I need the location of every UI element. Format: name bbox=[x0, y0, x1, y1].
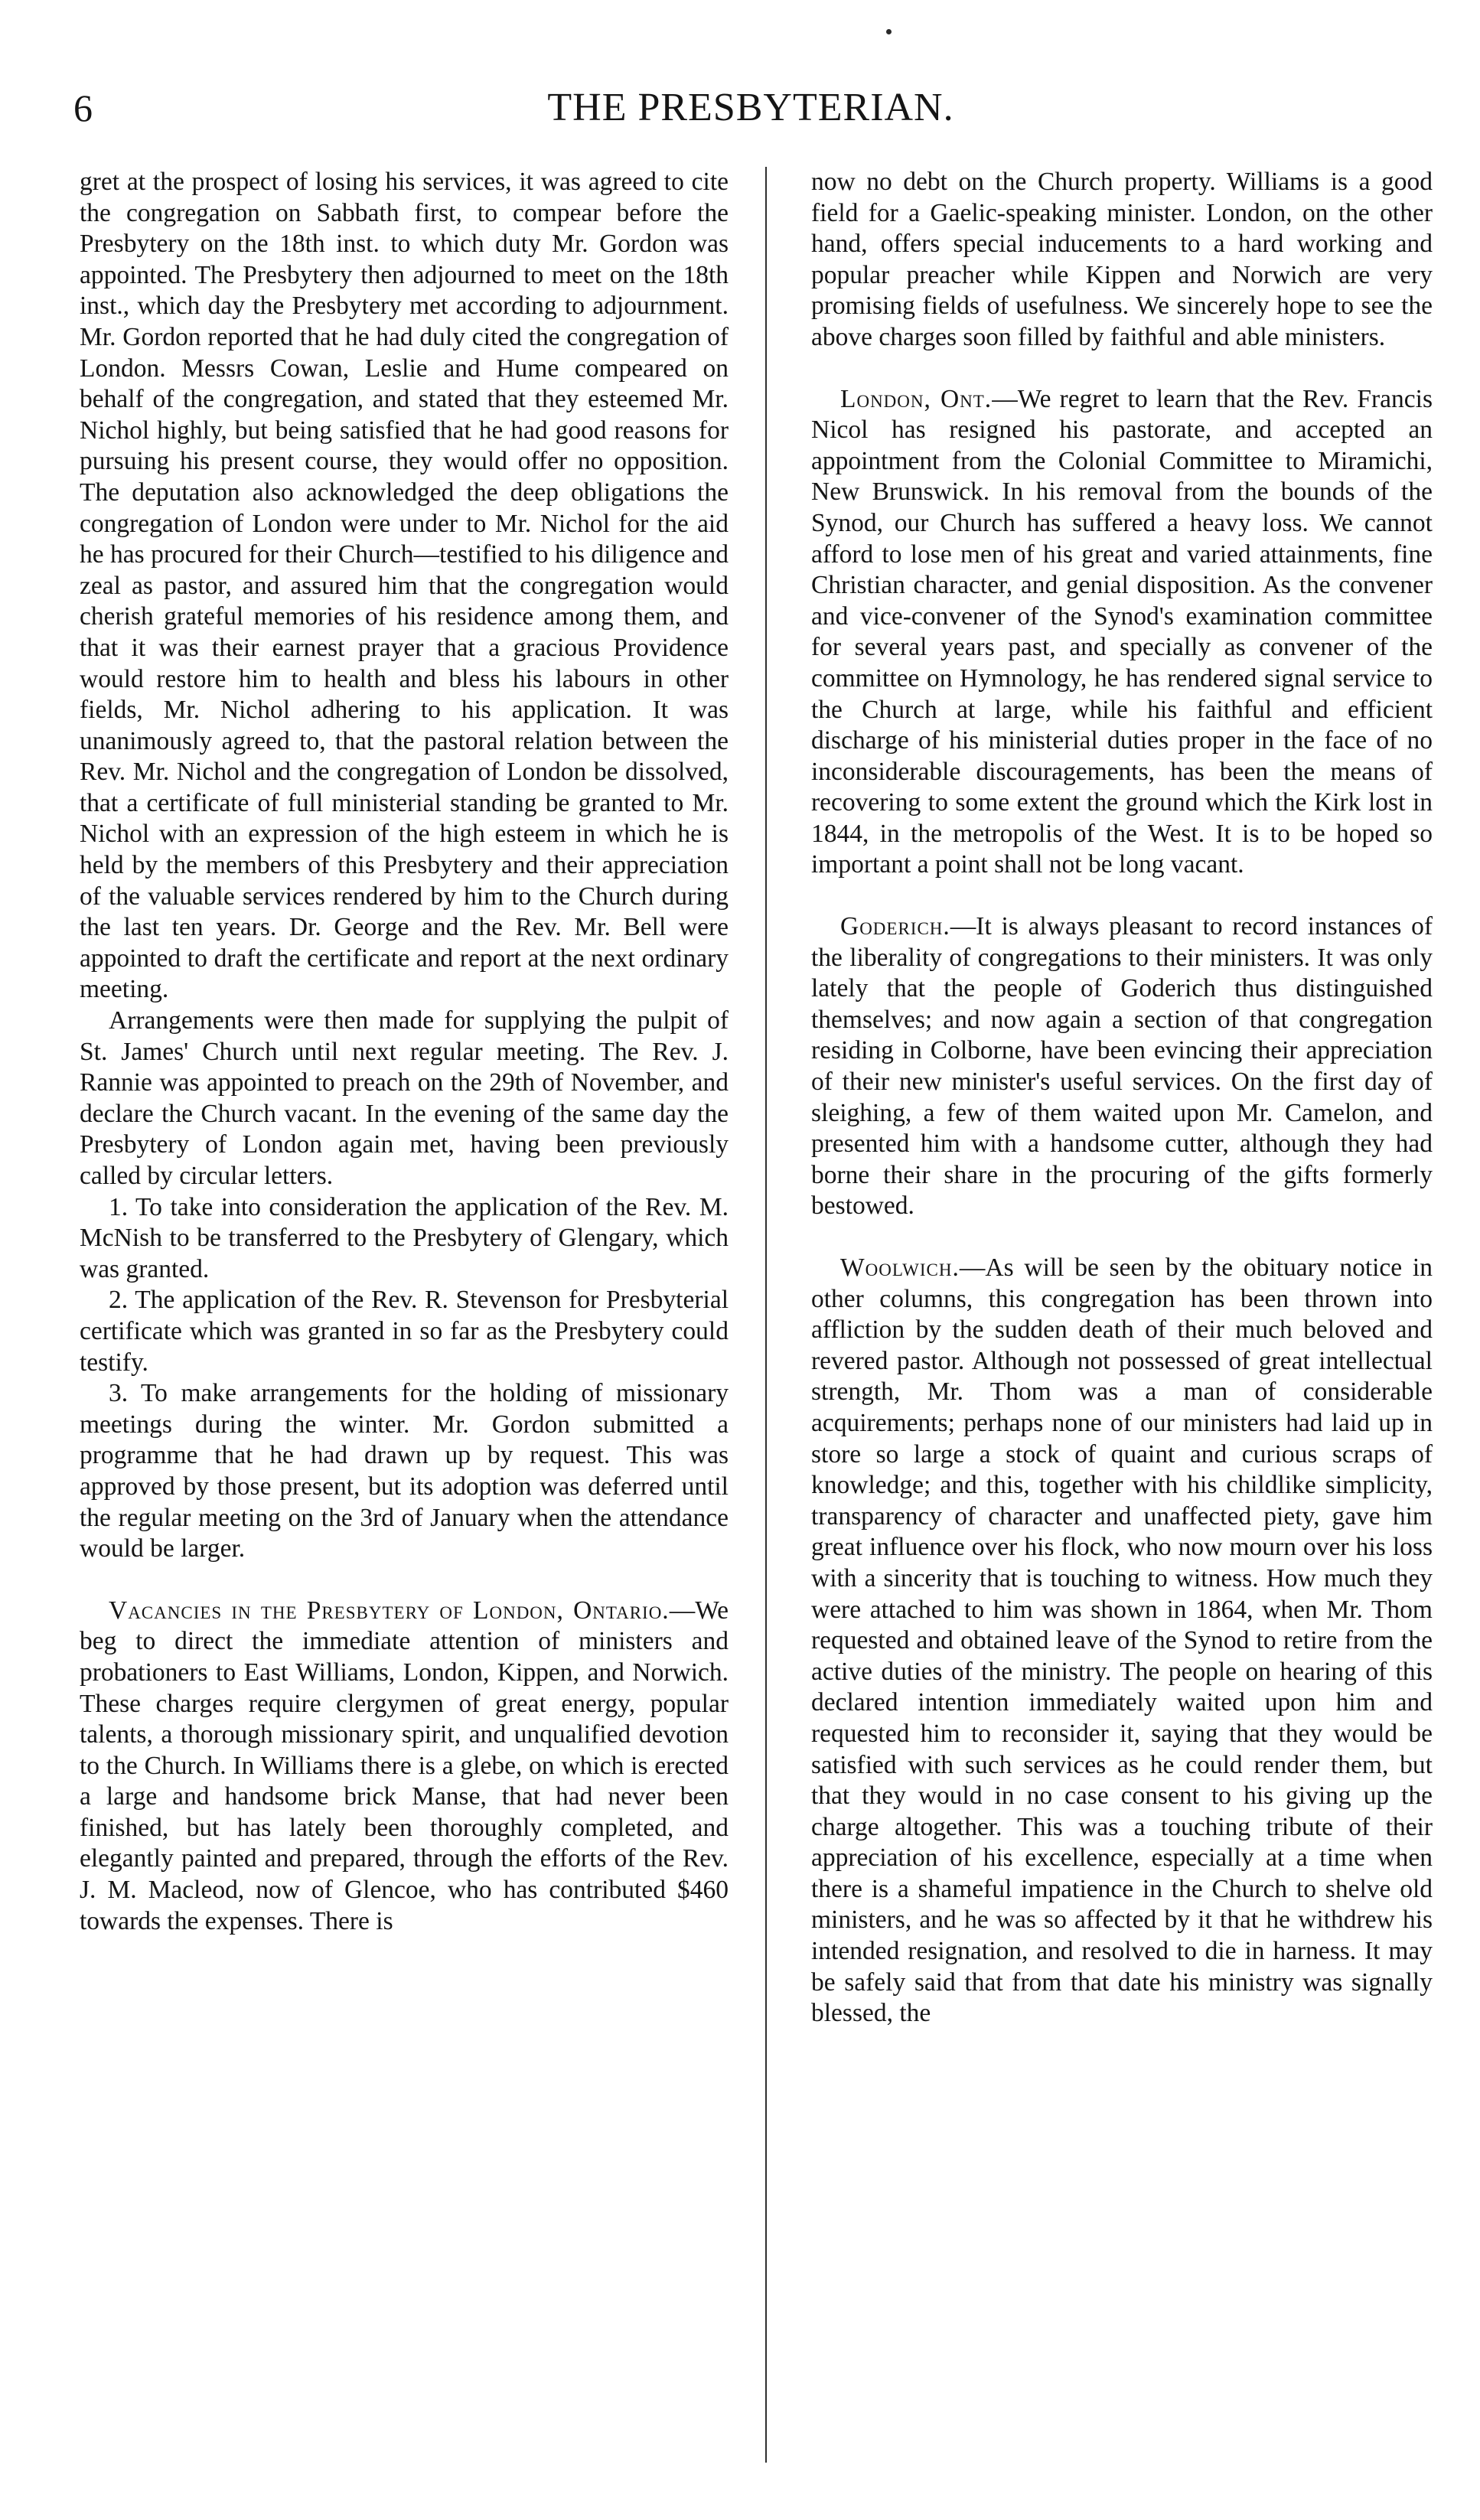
right-column bbox=[811, 167, 1433, 2463]
section-body: —As will be seen by the obituary notice in other columns, this congregation has been thrown into affliction by the sudden death of their much beloved and revered pastor. Although not possessed of great intellectual strength, Mr. Thom was a man of considerable acquirements; perhaps none of our ministers had laid up in store so large a stock of quaint and curious scraps of knowledge; and this, together with his childlike simplicity, transparency of character and unaffected piety, gave him great influence over his flock, who now mourn over his loss with a sincerity that is touching to witness. How much they were attached to him was shown in 1864, when Mr. Thom requested and obtained leave of the Synod to retire from the active duties of the ministry. The people on hearing of this declared intention immediately waited upon him and requested him to reconsider it, saying that they would be satisfied with such services as he could render them, but that they would in no case consent to his giving up the charge altogether. This was a touching tribute of their appreciation of his excellence, especially at a time when there is a shameful impatience in the Church to shelve old ministers, and he was so affected by it that he withdrew his intended resignation, and resolved to die in harness. It may be safely said that from that date his ministry was signally blessed, the bbox=[811, 1253, 1433, 2028]
section-heading: London, Ont. bbox=[840, 384, 993, 413]
section-heading: Woolwich. bbox=[840, 1253, 960, 1282]
article-paragraph: now no debt on the Church property. Williams is a good field for a Gaelic-speaking minister. London, on the other hand, offers special inducements to a hard working and popular preacher while Kippen and Norwich are very promising fields of usefulness. We sincerely hope to see the above charges soon filled by faithful and able ministers. bbox=[811, 168, 1433, 351]
page-header bbox=[73, 77, 1428, 139]
article-paragraph: 2. The application of the Rev. R. Stevenson for Presbyterial certificate which was granted in so far as the Presbytery could testify. bbox=[80, 1286, 729, 1377]
section-body: —We beg to direct the immediate attention of ministers and probationers to East Williams, London, Kippen, and Norwich. These charges require clergymen of great energy, popular talents, a thorough missionary spirit, and unqualified devotion to the Church. In Williams there is a glebe, on which is erected a large and handsome brick Manse, that had never been finished, but has lately been thoroughly completed, and elegantly painted and prepared, through the efforts of the Rev. J. M. Macleod, now of Glencoe, who has contributed $460 towards the expenses. There is bbox=[80, 1596, 729, 1935]
article-paragraph bbox=[811, 911, 1433, 1222]
section-heading: Goderich. bbox=[840, 912, 950, 941]
left-column bbox=[80, 167, 729, 2463]
print-speck bbox=[886, 29, 892, 34]
running-title: THE PRESBYTERIAN. bbox=[547, 86, 954, 129]
article-paragraph: Arrangements were then made for supplying the pulpit of St. James' Church until next regular meeting. The Rev. J. Rannie was appointed to preach on the 29th of November, and declare the Church vacant. In the evening of the same day the Presbytery of London again met, having been previously called by circular letters. bbox=[80, 1006, 729, 1190]
section-heading: Vacancies in the Presbytery of London, Ontario. bbox=[109, 1596, 670, 1625]
article-paragraph: 1. To take into consideration the application of the Rev. M. McNish to be transferred to the Presbytery of Glengary, which was granted. bbox=[80, 1192, 729, 1283]
column-divider bbox=[765, 167, 767, 2463]
page-number: 6 bbox=[73, 86, 93, 129]
section-body: —It is always pleasant to record instances of the liberality of congregations to their ministers. It was only lately that the people of Goderich thus distinguished themselves; and now again a section of that congregation residing in Colborne, have been evincing their appreciation of their new minister's useful services. On the first day of sleighing, a few of them waited upon Mr. Camelon, and presented him with a handsome cutter, although they had borne their share in the procuring of the gifts formerly bestowed. bbox=[811, 912, 1433, 1221]
article-paragraph: gret at the prospect of losing his services, it was agreed to cite the congregation on Sabbath first, to compear before the Presbytery on the 18th inst. to which duty Mr. Gordon was appointed. The Presbytery then adjourned to meet on the 18th inst., which day the Presbytery met according to adjournment. Mr. Gordon reported that he had duly cited the congregation of London. Messrs Cowan, Leslie and Hume compeared on behalf of the congregation, and stated that they esteemed Mr. Nichol highly, but being satisfied that he had good reasons for pursuing his present course, they would offer no opposition. The deputation also acknowledged the deep obligations the congregation of London were under to Mr. Nichol for the aid he has procured for their Church—testified to his diligence and zeal as pastor, and assured him that the congregation would cherish grateful memories of his residence among them, and that it was their earnest prayer that a gracious Providence would restore him to health and bless his labours in other fields, Mr. Nichol adhering to his application. It was unanimously agreed to, that the pastoral relation between the Rev. Mr. Nichol and the congregation of London be dissolved, that a certificate of full ministerial standing be granted to Mr. Nichol with an expression of the high esteem in which he is held by the members of this Presbytery and their appreciation of the valuable services rendered by him to the Church during the last ten years. Dr. George and the Rev. Mr. Bell were appointed to draft the certificate and report at the next ordinary meeting. bbox=[80, 168, 729, 1004]
article-paragraph: 3. To make arrangements for the holding of missionary meetings during the winter. Mr. Gordon submitted a programme that he had drawn up by request. This was approved by those present, but its adoption was deferred until the regular meeting on the 3rd of January when the attendance would be larger. bbox=[80, 1379, 729, 1563]
article-paragraph bbox=[811, 1253, 1433, 2029]
article-paragraph bbox=[811, 384, 1433, 882]
article-paragraph bbox=[80, 1596, 729, 1938]
section-body: —We regret to learn that the Rev. Francis Nicol has resigned his pastorate, and accepted an appointment from the Colonial Committee to Miramichi, New Brunswick. In his removal from the bounds of the Synod, our Church has suffered a heavy loss. We cannot afford to lose men of his great and varied attainments, fine Christian character, and genial disposition. As the convener and vice-convener of the Synod's examination committee for several years past, and specially as convener of the committee on Hymnology, he has rendered signal service to the Church at large, while his faithful and efficient discharge of his ministerial duties proper in the face of no inconsiderable discouragements, has been the means of recovering to some extent the ground which the Kirk lost in 1844, in the metropolis of the West. It is to be hoped so important a point shall not be long vacant. bbox=[811, 384, 1433, 879]
